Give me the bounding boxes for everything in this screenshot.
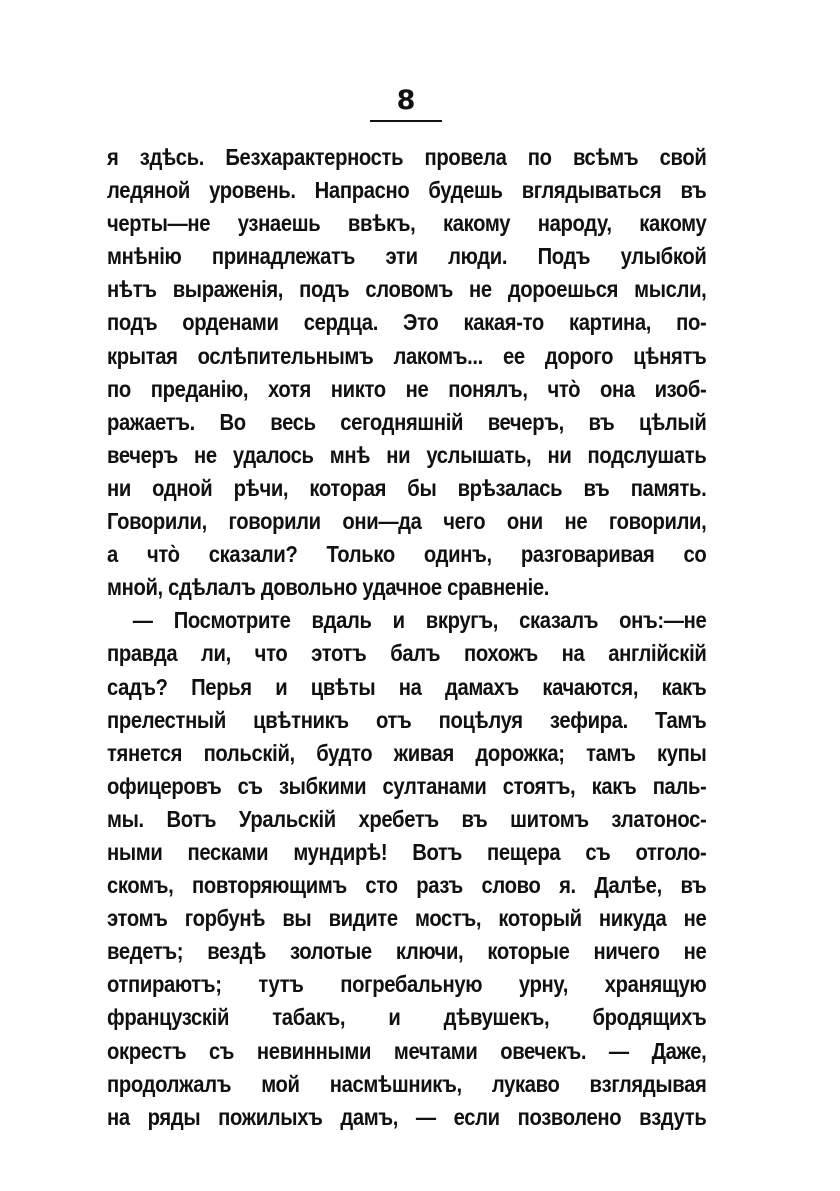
- text-line: офицеровъ съ зыбкими султанами стоятъ, какъ паль-: [107, 772, 707, 799]
- text-line: этомъ горбунѣ вы видите мостъ, который никуда не: [107, 905, 707, 932]
- body-text: [107, 141, 707, 1134]
- text-line: правда ли, что этотъ балъ похожъ на англійскій: [107, 640, 707, 667]
- text-line: ными песками мундирѣ! Вотъ пещера съ отголо-: [107, 838, 707, 865]
- text-line: скомъ, повторяющимъ сто разъ слово я. Далѣе, въ: [107, 872, 707, 899]
- text-line: нѣтъ выраженія, подъ словомъ не дороешься мысли,: [107, 276, 707, 303]
- text-line: отпираютъ; тутъ погребальную урну, хранящую: [107, 971, 707, 998]
- text-line: ведетъ; вездѣ золотые ключи, которые ничего не: [107, 938, 707, 965]
- text-line: на ряды пожилыхъ дамъ, — если позволено вздуть: [107, 1103, 707, 1130]
- text-line: вечеръ не удалось мнѣ ни услышать, ни подслушать: [107, 441, 707, 468]
- text-line: садъ? Перья и цвѣты на дамахъ качаются, какъ: [107, 673, 707, 700]
- text-line: я здѣсь. Безхарактерность провела по всѣмъ свой: [107, 144, 707, 170]
- text-line: по преданію, хотя никто не понялъ, что̀ она изоб-: [107, 375, 707, 402]
- text-line: мной, сдѣлалъ довольно удачное сравненіе.: [107, 574, 550, 601]
- text-line: мы. Вотъ Уральскій хребетъ въ шитомъ златонос-: [107, 805, 707, 832]
- text-line: ражаетъ. Во весь сегодняшній вечеръ, въ цѣлый: [107, 408, 707, 435]
- text-line: подъ орденами сердца. Это какая-то картина, по-: [107, 309, 707, 336]
- page-number: 8: [396, 85, 416, 116]
- text-line: черты—не узнаешь ввѣкъ, какому народу, какому: [107, 210, 707, 237]
- text-line: крытая ослѣпительнымъ лакомъ... ее дорого цѣнятъ: [107, 342, 707, 369]
- text-line: прелестный цвѣтникъ отъ поцѣлуя зефира. Тамъ: [107, 706, 707, 733]
- text-line: окрестъ съ невинными мечтами овечекъ. — Даже,: [107, 1037, 707, 1064]
- text-line: мнѣнію принадлежатъ эти люди. Подъ улыбкой: [107, 243, 707, 270]
- text-line: французскій табакъ, и дѣвушекъ, бродящихъ: [107, 1004, 707, 1031]
- text-line: тянется польскій, будто живая дорожка; тамъ купы: [107, 739, 707, 766]
- header-rule: [370, 120, 442, 122]
- text-line: ледяной уровень. Напрасно будешь вглядываться въ: [107, 177, 707, 204]
- text-line: ни одной рѣчи, которая бы врѣзалась въ память.: [107, 474, 707, 501]
- text-line: продолжалъ мой насмѣшникъ, лукаво взглядывая: [107, 1070, 707, 1097]
- text-line: а что̀ сказали? Только одинъ, разговаривая со: [107, 541, 707, 568]
- text-line: Говорили, говорили они—да чего они не говорили,: [107, 508, 707, 535]
- text-line: — Посмотрите вдаль и вкругъ, сказалъ онъ:—не: [132, 607, 707, 634]
